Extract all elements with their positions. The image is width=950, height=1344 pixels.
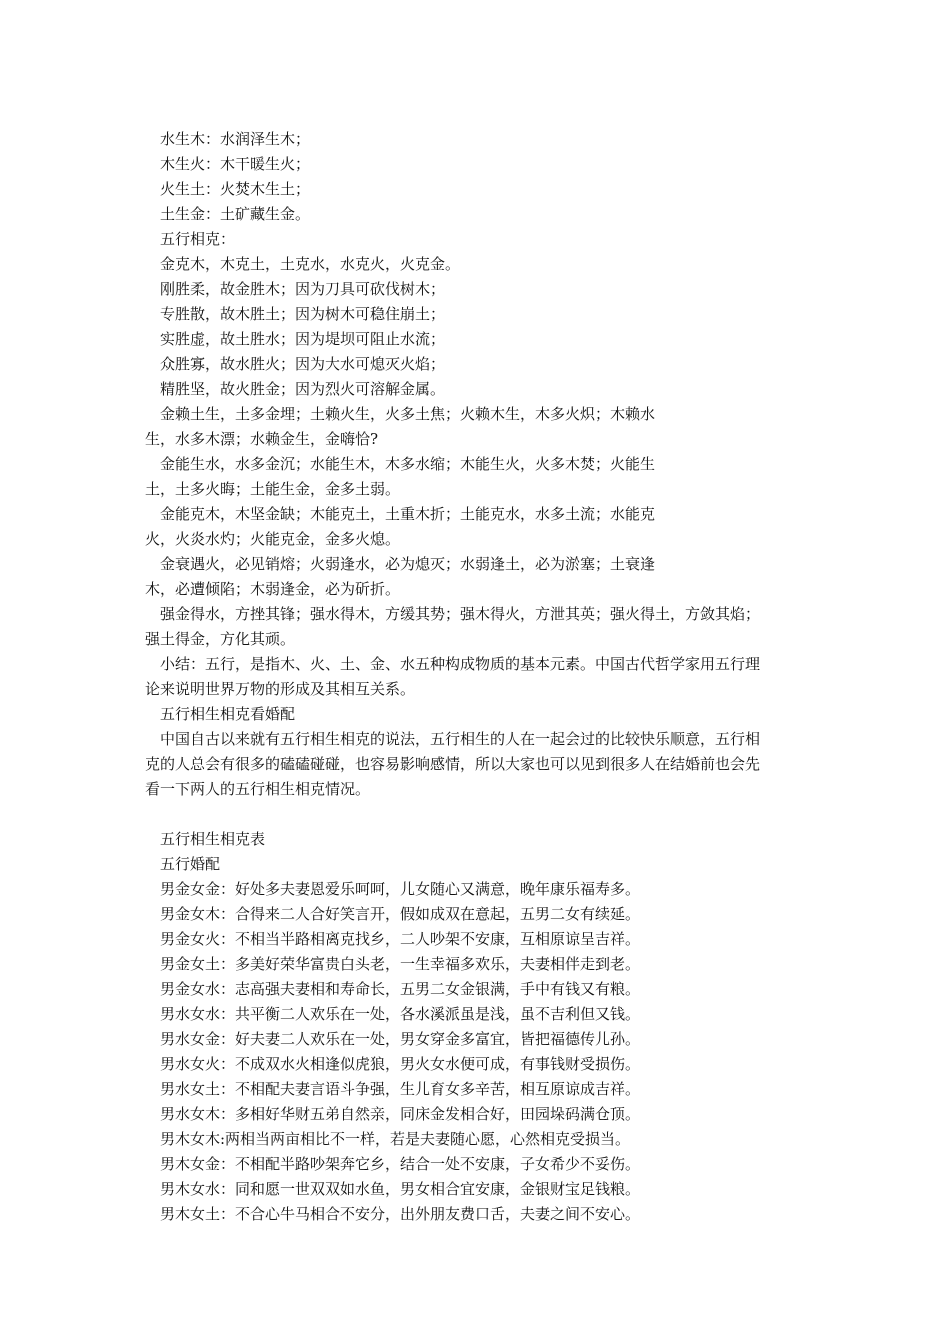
text-line: 金能克木，木坚金缺；木能克土，土重木折；土能克水，水多土流；水能克	[160, 505, 656, 523]
text-line: 精胜坚，故火胜金；因为烈火可溶解金属。	[160, 380, 446, 398]
marriage-line: 男木女金：不相配半路吵架奔它乡，结合一处不安康，子女希少不妥伤。	[160, 1155, 641, 1173]
summary-line: 小结：五行，是指木、火、土、金、水五种构成物质的基本元素。中国古代哲学家用五行理	[160, 655, 761, 673]
marriage-line: 男木女土：不合心牛马相合不安分，出外朋友费口舌，夫妻之间不安心。	[160, 1205, 641, 1223]
text-line: 土生金：土矿藏生金。	[160, 205, 311, 223]
text-line: 强金得水，方挫其锋；强水得木，方缓其势；强木得火，方泄其英；强火得土，方敛其焰；	[160, 605, 761, 623]
section-heading: 五行相生相克表	[160, 830, 266, 848]
text-line: 金能生水，水多金沉；水能生木，木多水缩；木能生火，火多木焚；火能生	[160, 455, 656, 473]
text-line: 水生木：水润泽生木；	[160, 130, 311, 148]
summary-line: 论来说明世界万物的形成及其相互关系。	[145, 680, 416, 698]
marriage-line: 男金女火：不相当半路相离克找乡，二人吵架不安康，互相原谅呈吉祥。	[160, 930, 641, 948]
marriage-line: 男水女土：不相配夫妻言语斗争强，生儿育女多辛苦，相互原谅成吉祥。	[160, 1080, 641, 1098]
marriage-line: 男金女木：合得来二人合好笑言开，假如成双在意起，五男二女有续延。	[160, 905, 641, 923]
text-line: 木，必遭倾陷；木弱逢金，必为斫折。	[145, 580, 401, 598]
section-heading: 五行相克：	[160, 230, 236, 248]
document-body	[145, 127, 805, 1227]
section-heading: 五行婚配	[160, 855, 221, 873]
text-line: 强土得金，方化其顽。	[145, 630, 296, 648]
text-line: 金克木，木克土，土克水，水克火，火克金。	[160, 255, 461, 273]
text-line: 中国自古以来就有五行相生相克的说法，五行相生的人在一起会过的比较快乐顺意，五行相	[160, 730, 761, 748]
marriage-line: 男水女木：多相好华财五弟自然亲，同床金发相合好，田园垛码满仓顶。	[160, 1105, 641, 1123]
text-line: 克的人总会有很多的磕磕碰碰，也容易影响感情，所以大家也可以见到很多人在结婚前也会先	[145, 755, 761, 773]
marriage-line: 男木女木:两相当两亩相比不一样，若是夫妻随心愿，心然相克受损当。	[160, 1130, 631, 1148]
text-line: 金赖土生，土多金埋；土赖火生，火多土焦；火赖木生，木多火炽；木赖水	[160, 405, 656, 423]
marriage-line: 男水女火：不成双水火相逢似虎狼，男火女水便可成，有事钱财受损伤。	[160, 1055, 641, 1073]
text-line: 金衰遇火，必见销熔；火弱逢水，必为熄灭；水弱逢土，必为淤塞；土衰逢	[160, 555, 656, 573]
text-line: 火生土：火焚木生土；	[160, 180, 311, 198]
section-heading: 五行相生相克看婚配	[160, 705, 296, 723]
text-line: 众胜寡，故水胜火；因为大水可熄灭火焰；	[160, 355, 446, 373]
marriage-line: 男水女金：好夫妻二人欢乐在一处，男女穿金多富宜，皆把福德传儿孙。	[160, 1030, 641, 1048]
marriage-line: 男水女水：共平衡二人欢乐在一处，各水溪派虽是浅，虽不吉利但又钱。	[160, 1005, 641, 1023]
text-line: 木生火：木干暖生火；	[160, 155, 311, 173]
marriage-line: 男木女水：同和愿一世双双如水鱼，男女相合宜安康，金银财宝足钱粮。	[160, 1180, 641, 1198]
text-line: 专胜散，故木胜土；因为树木可稳住崩土；	[160, 305, 446, 323]
text-line: 刚胜柔，故金胜木；因为刀具可砍伐树木；	[160, 280, 446, 298]
marriage-line: 男金女水：志高强夫妻相和寿命长，五男二女金银满，手中有钱又有粮。	[160, 980, 641, 998]
text-line: 生，水多木漂；水赖金生，金嗨恰?	[145, 430, 379, 448]
marriage-line: 男金女土：多美好荣华富贵白头老，一生幸福多欢乐，夫妻相伴走到老。	[160, 955, 641, 973]
marriage-line: 男金女金：好处多夫妻恩爱乐呵呵，儿女随心又满意，晚年康乐福寿多。	[160, 880, 641, 898]
text-line: 实胜虚，故土胜水；因为堤坝可阻止水流；	[160, 330, 446, 348]
text-line: 火，火炎水灼；火能克金，金多火熄。	[145, 530, 401, 548]
text-line: 土，土多火晦；土能生金，金多土弱。	[145, 480, 401, 498]
blank-line	[145, 802, 805, 827]
text-line: 看一下两人的五行相生相克情况。	[145, 780, 371, 798]
